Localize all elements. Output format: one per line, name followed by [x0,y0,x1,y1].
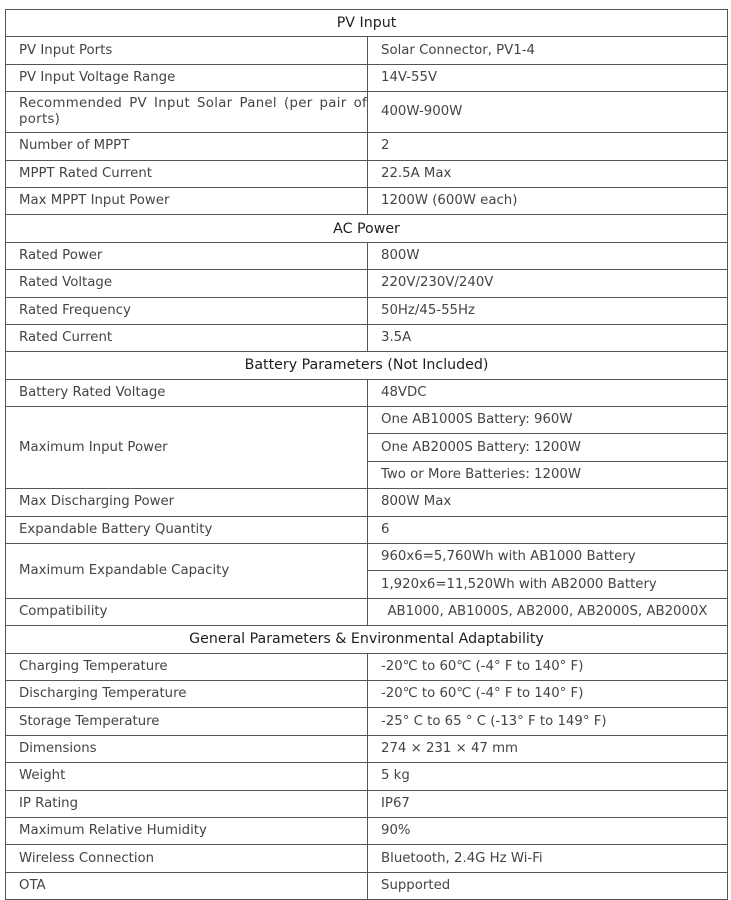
spec-table [5,9,728,900]
spec-value: 220V/230V/240V [368,270,728,297]
spec-value: 90% [368,817,728,844]
spec-value: Two or More Batteries: 1200W [368,461,728,488]
spec-label: Rated Frequency [6,297,368,324]
spec-value: 2 [368,133,728,160]
table-row [6,872,728,899]
spec-label: PV Input Ports [6,37,368,64]
spec-label: PV Input Voltage Range [6,64,368,91]
spec-value: 5 kg [368,763,728,790]
spec-value: -20℃ to 60℃ (-4° F to 140° F) [368,680,728,707]
spec-value: Solar Connector, PV1-4 [368,37,728,64]
table-row [6,64,728,91]
spec-label: Number of MPPT [6,133,368,160]
spec-label: Max Discharging Power [6,489,368,516]
table-row [6,270,728,297]
table-row [6,817,728,844]
spec-label: Max MPPT Input Power [6,187,368,214]
table-row [6,735,728,762]
spec-label: Maximum Relative Humidity [6,817,368,844]
spec-value: 800W [368,242,728,269]
spec-value: 274 × 231 × 47 mm [368,735,728,762]
spec-label: Maximum Input Power [6,407,368,489]
table-row [6,516,728,543]
spec-label: Storage Temperature [6,708,368,735]
table-row [6,37,728,64]
section-header-pv-input [6,10,728,37]
spec-value: 48VDC [368,379,728,406]
table-row [6,160,728,187]
spec-value: 50Hz/45-55Hz [368,297,728,324]
spec-value: 1200W (600W each) [368,187,728,214]
spec-value: One AB1000S Battery: 960W [368,407,728,434]
table-row [6,133,728,160]
table-row [6,489,728,516]
table-row [6,763,728,790]
spec-value: 14V-55V [368,64,728,91]
table-row [6,407,728,434]
spec-value: One AB2000S Battery: 1200W [368,434,728,461]
spec-value: 960x6=5,760Wh with AB1000 Battery [368,544,728,571]
spec-value: -20℃ to 60℃ (-4° F to 140° F) [368,653,728,680]
spec-value: IP67 [368,790,728,817]
table-row [6,598,728,625]
table-row [6,544,728,571]
spec-label: Expandable Battery Quantity [6,516,368,543]
spec-value: Supported [368,872,728,899]
table-row [6,324,728,351]
table-row [6,790,728,817]
spec-label: MPPT Rated Current [6,160,368,187]
spec-label: Charging Temperature [6,653,368,680]
table-row [6,242,728,269]
section-header-battery [6,352,728,379]
section-title: PV Input [6,10,728,37]
spec-label: Recommended PV Input Solar Panel (per pair of ports) [6,92,368,133]
table-row [6,708,728,735]
section-title: General Parameters & Environmental Adaptability [6,626,728,653]
spec-label: Rated Power [6,242,368,269]
spec-value: Bluetooth, 2.4G Hz Wi-Fi [368,845,728,872]
spec-label: Discharging Temperature [6,680,368,707]
spec-label: OTA [6,872,368,899]
spec-label: Maximum Expandable Capacity [6,544,368,599]
spec-label: Weight [6,763,368,790]
spec-value: 6 [368,516,728,543]
spec-value: 22.5A Max [368,160,728,187]
spec-value: 400W-900W [368,92,728,133]
section-title: AC Power [6,215,728,242]
table-row [6,297,728,324]
table-row [6,653,728,680]
spec-value: AB1000, AB1000S, AB2000, AB2000S, AB2000X [368,598,728,625]
spec-value: 800W Max [368,489,728,516]
spec-label: Battery Rated Voltage [6,379,368,406]
table-row [6,680,728,707]
table-row [6,379,728,406]
spec-value: 1,920x6=11,520Wh with AB2000 Battery [368,571,728,598]
section-header-ac-power [6,215,728,242]
spec-label: Wireless Connection [6,845,368,872]
table-row [6,845,728,872]
spec-value: 3.5A [368,324,728,351]
spec-label: Dimensions [6,735,368,762]
section-header-general [6,626,728,653]
spec-label: Rated Voltage [6,270,368,297]
spec-label: Compatibility [6,598,368,625]
spec-value: -25° C to 65 ° C (-13° F to 149° F) [368,708,728,735]
table-row [6,187,728,214]
section-title: Battery Parameters (Not Included) [6,352,728,379]
spec-label: IP Rating [6,790,368,817]
spec-label: Rated Current [6,324,368,351]
table-row [6,92,728,133]
